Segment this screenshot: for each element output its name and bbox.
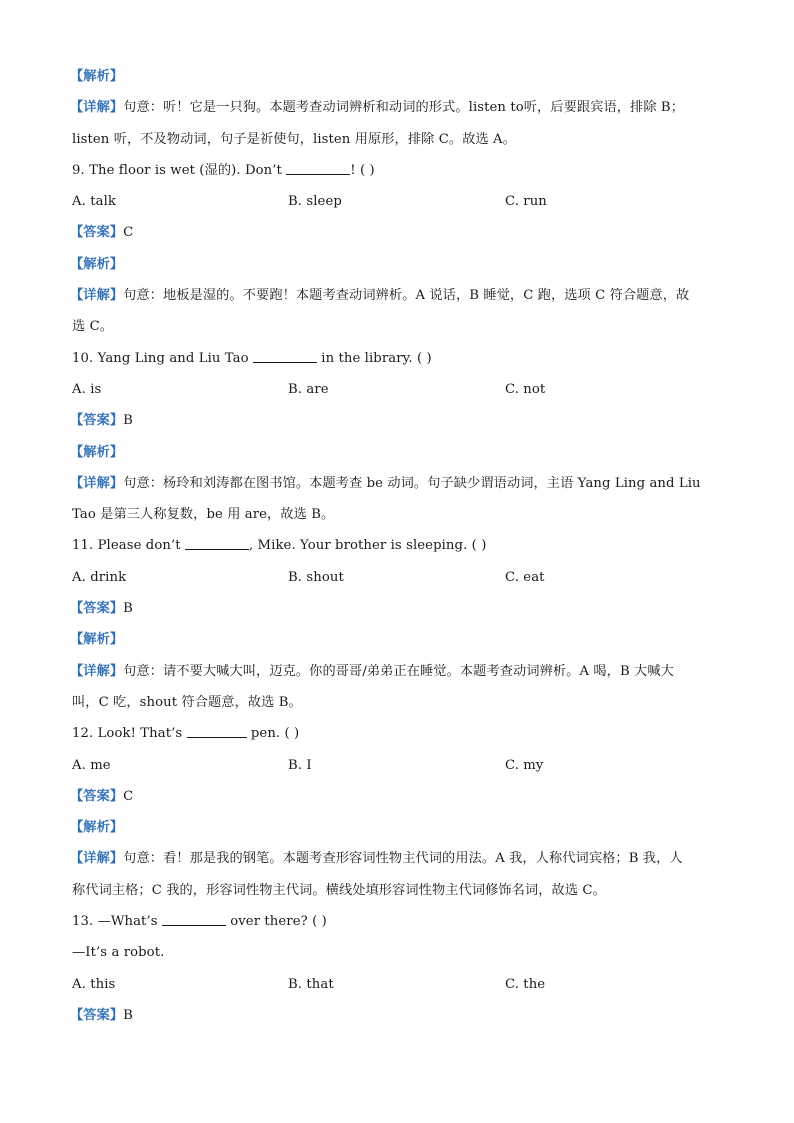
answer-line: 【答案】B	[70, 601, 133, 617]
question-13-reply: —It’s a robot.	[72, 945, 165, 961]
option-c: C. not	[505, 381, 546, 397]
answer-blank	[187, 725, 247, 738]
analysis-heading: 【解析】	[70, 256, 124, 272]
answer-blank	[185, 537, 249, 550]
option-a: A. drink	[72, 569, 127, 585]
document-page	[72, 61, 722, 1031]
answer-blank	[253, 350, 317, 363]
detail-line: 称代词主格；C 我的，形容词性物主代词。横线处填形容词性物主代词修饰名词，故选 C。	[72, 882, 606, 898]
detail-line: 【详解】句意：看！那是我的钢笔。本题考查形容词性物主代词的用法。A 我，人称代词宾格；B 我，人	[70, 851, 683, 867]
detail-line: 【详解】句意：杨玲和刘涛都在图书馆。本题考查 be 动词。句子缺少谓语动词，主语 Yang Ling and Liu	[70, 475, 701, 491]
detail-line: 叫，C 吃，shout 符合题意，故选 B。	[72, 694, 302, 710]
detail-line: listen 听，不及物动词，句子是祈使句，listen 用原形，排除 C。故选 A。	[72, 131, 516, 147]
option-b: B. that	[288, 976, 334, 992]
question-13-stem: 13. —What’s over there? ( )	[72, 914, 327, 930]
answer-line: 【答案】B	[70, 413, 133, 429]
analysis-heading: 【解析】	[70, 69, 124, 84]
question-11-stem: 11. Please don’t , Mike. Your brother is sleeping. ( )	[72, 538, 487, 554]
answer-line: 【答案】B	[70, 1007, 133, 1023]
detail-tag: 【详解】	[70, 100, 124, 116]
detail-line: 【详解】句意：听！它是一只狗。本题考查动词辨析和动词的形式。listen to听，后要跟宾语，排除 B；	[70, 100, 685, 116]
option-b: B. sleep	[288, 194, 342, 210]
option-b: B. I	[288, 757, 312, 773]
answer-blank	[162, 913, 226, 926]
detail-line: 选 C。	[72, 319, 114, 335]
analysis-heading: 【解析】	[70, 632, 124, 648]
question-13-options	[72, 969, 722, 1000]
option-b: B. shout	[288, 569, 344, 585]
option-c: C. the	[505, 976, 546, 992]
answer-blank	[286, 162, 350, 175]
analysis-heading: 【解析】	[70, 820, 124, 836]
option-c: C. run	[505, 194, 547, 210]
option-a: A. talk	[72, 194, 116, 210]
option-a: A. me	[72, 757, 111, 773]
question-12-stem: 12. Look! That’s pen. ( )	[72, 726, 300, 742]
option-a: A. is	[72, 381, 102, 397]
option-a: A. this	[72, 976, 116, 992]
option-c: C. eat	[505, 569, 545, 585]
question-12-options	[72, 750, 722, 781]
answer-line: 【答案】C	[70, 225, 134, 241]
detail-line: 【详解】句意：地板是湿的。不要跑！本题考查动词辨析。A 说话，B 睡觉，C 跑，选项 C 符合题意，故	[70, 288, 690, 304]
question-11-options	[72, 562, 722, 593]
detail-line: 【详解】句意：请不要大喊大叫，迈克。你的哥哥/弟弟正在睡觉。本题考查动词辨析。A 喝，B 大喊大	[70, 663, 674, 679]
option-c: C. my	[505, 757, 544, 773]
question-9-options	[72, 186, 722, 217]
question-10-options	[72, 374, 722, 405]
question-10-stem: 10. Yang Ling and Liu Tao in the library. ( )	[72, 350, 432, 366]
analysis-heading: 【解析】	[70, 444, 124, 460]
option-b: B. are	[288, 381, 329, 397]
answer-line: 【答案】C	[70, 788, 134, 804]
question-9-stem: 9. The floor is wet (湿的). Don’t ! ( )	[72, 162, 375, 178]
detail-line: Tao 是第三人称复数，be 用 are，故选 B。	[72, 507, 335, 523]
